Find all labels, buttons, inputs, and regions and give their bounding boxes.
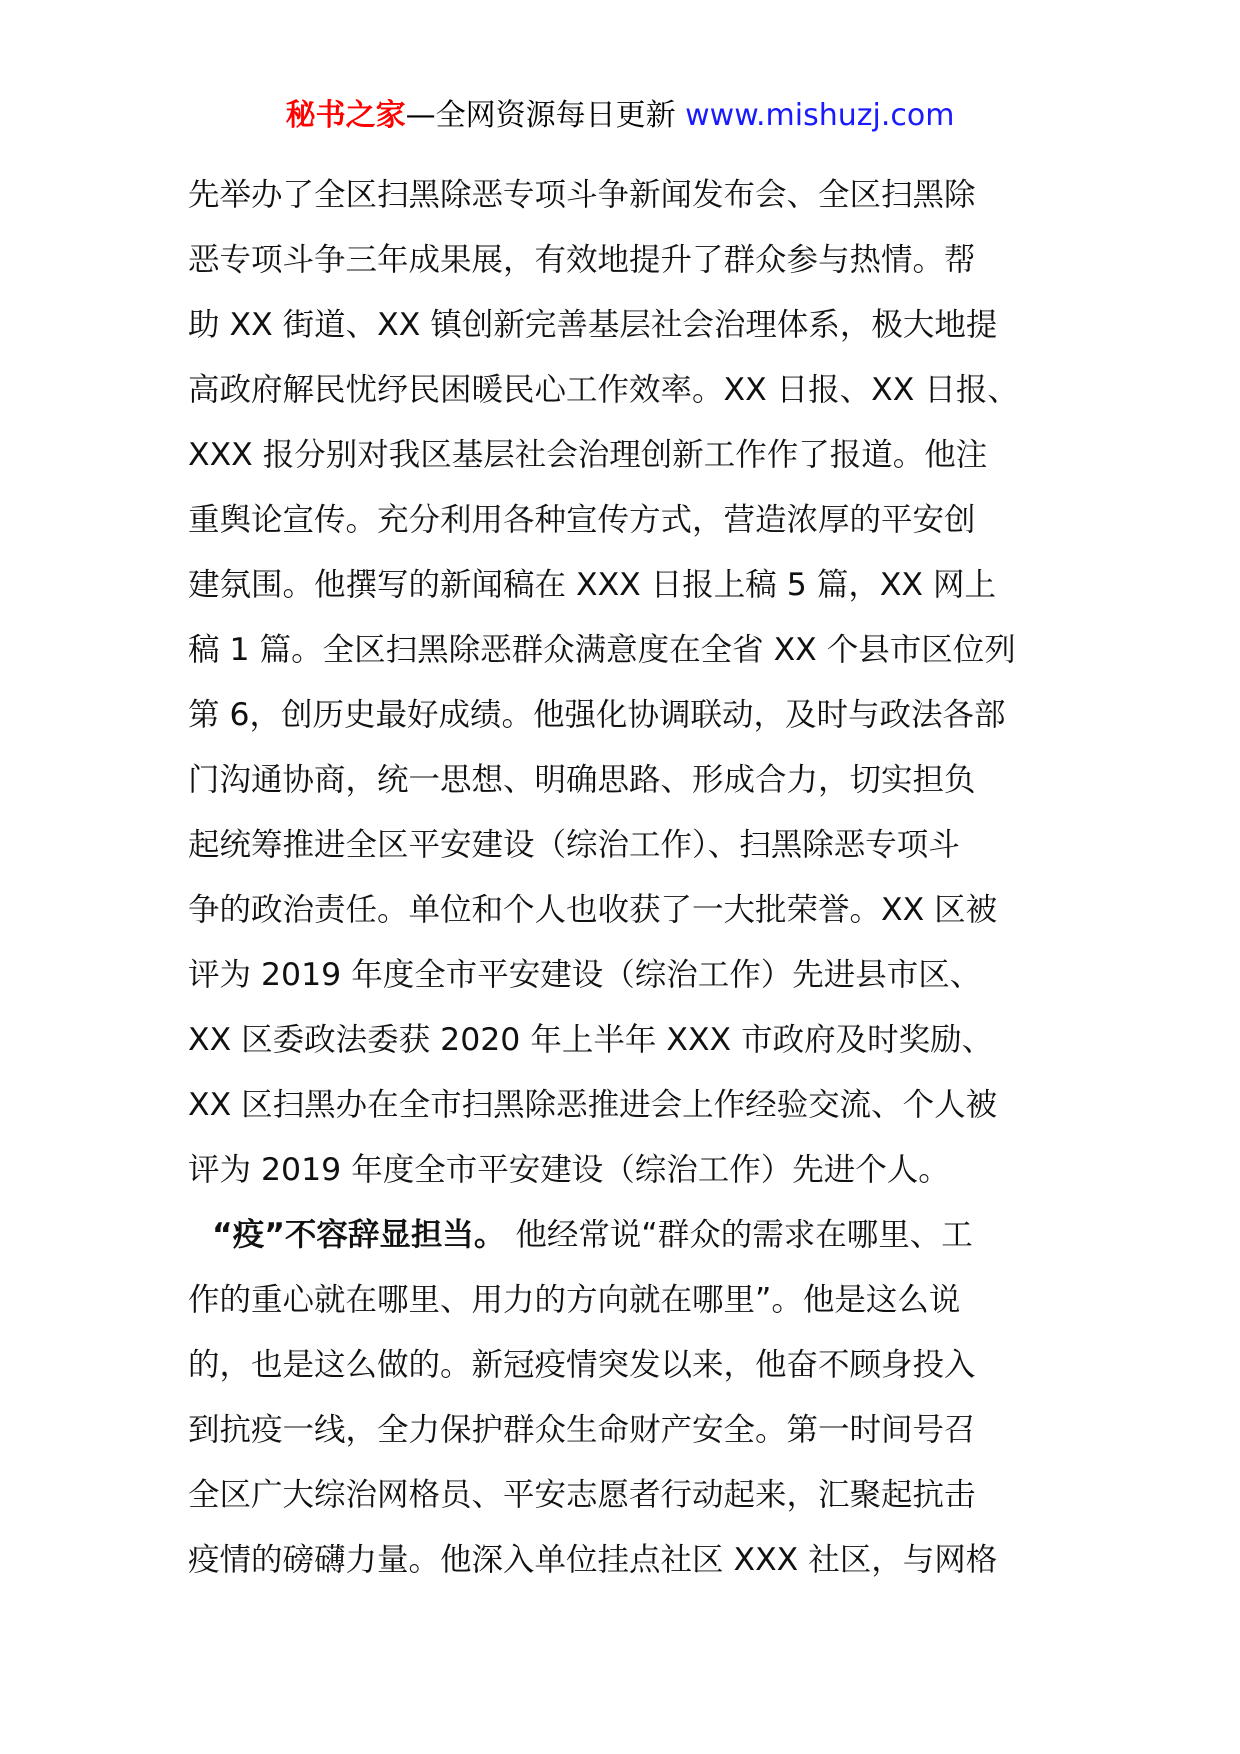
text-line: 争的政治责任。单位和个人也收获了一大批荣誉。XX 区被 — [188, 892, 998, 928]
text-line: 全区广大综治网格员、平安志愿者行动起来，汇聚起抗击 — [188, 1477, 976, 1513]
text-line: 高政府解民忧纾民困暖民心工作效率。XX 日报、XX 日报、 — [188, 372, 1019, 408]
text-line: 重舆论宣传。充分利用各种宣传方式，营造浓厚的平安创 — [188, 502, 976, 538]
text-line: 评为 2019 年度全市平安建设（综治工作）先进个人。 — [188, 1152, 950, 1188]
text-line: 先举办了全区扫黑除恶专项斗争新闻发布会、全区扫黑除 — [188, 177, 976, 213]
text-line: 建氛围。他撰写的新闻稿在 XXX 日报上稿 5 篇，XX 网上 — [188, 567, 997, 603]
text-line: 作的重心就在哪里、用力的方向就在哪里”。他是这么说 — [188, 1282, 961, 1318]
brand-name: 秘书之家 — [285, 98, 406, 133]
text-line: XXX 报分别对我区基层社会治理创新工作作了报道。他注 — [188, 437, 988, 473]
text-line: 疫情的磅礴力量。他深入单位挂点社区 XXX 社区，与网格 — [188, 1542, 998, 1578]
text-line: 恶专项斗争三年成果展，有效地提升了群众参与热情。帮 — [188, 242, 976, 278]
text-line: 到抗疫一线，全力保护群众生命财产安全。第一时间号召 — [188, 1412, 976, 1448]
text-line: 门沟通协商，统一思想、明确思路、形成合力，切实担负 — [188, 762, 976, 798]
paragraph-2 — [188, 1203, 1068, 1593]
paragraph-1 — [188, 163, 1068, 1203]
text-line: 助 XX 街道、XX 镇创新完善基层社会治理体系，极大地提 — [188, 307, 998, 343]
section-lead-heading: “疫”不容辞显担当。 — [212, 1217, 506, 1253]
text-line: 评为 2019 年度全市平安建设（综治工作）先进县市区、 — [188, 957, 982, 993]
text-line: 稿 1 篇。全区扫黑除恶群众满意度在全省 XX 个县市区位列 — [188, 632, 1016, 668]
header-tagline: —全网资源每日更新 — [405, 98, 676, 133]
site-url-link[interactable]: www.mishuzj.com — [685, 98, 955, 133]
text-line: 起统筹推进全区平安建设（综治工作）、扫黑除恶专项斗 — [188, 827, 960, 863]
text-line: XX 区扫黑办在全市扫黑除恶推进会上作经验交流、个人被 — [188, 1087, 998, 1123]
text-line: 第 6，创历史最好成绩。他强化协调联动，及时与政法各部 — [188, 697, 1006, 733]
page-header — [0, 96, 1240, 136]
text-run: 他经常说“群众的需求在哪里、工 — [505, 1217, 973, 1253]
text-line: 的，也是这么做的。新冠疫情突发以来，他奋不顾身投入 — [188, 1347, 976, 1383]
document-body — [188, 163, 1068, 1593]
paragraph-first-line — [188, 1203, 1068, 1268]
text-line: XX 区委政法委获 2020 年上半年 XXX 市政府及时奖励、 — [188, 1022, 994, 1058]
